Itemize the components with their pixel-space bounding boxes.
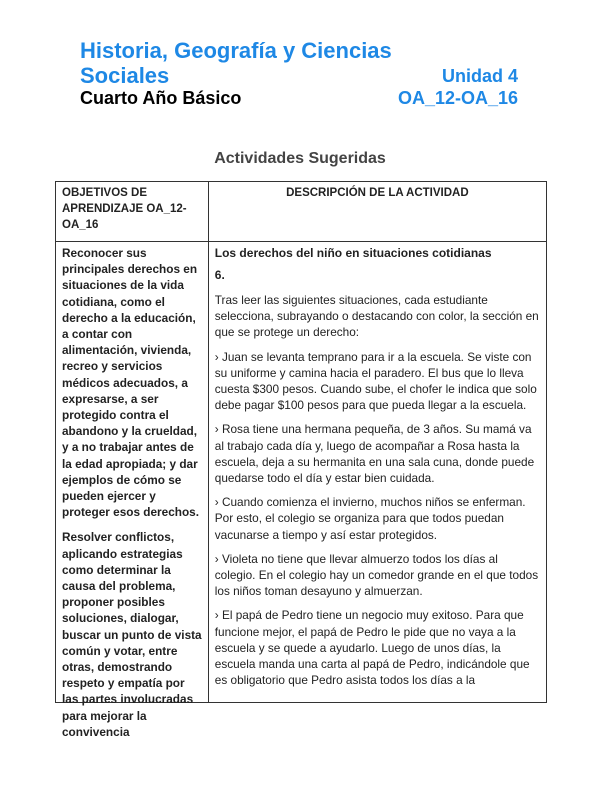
objectives-cell [56, 242, 209, 739]
subject-title-line-1: Historia, Geografía y Ciencias [80, 38, 392, 63]
section-title: Actividades Sugeridas [214, 150, 386, 167]
description-header-cell [208, 182, 546, 242]
description-cell [208, 242, 546, 703]
situation-paragraph: › Violeta no tiene que llevar almuerzo todos los días al colegio. En el colegio hay un comedor grande en el que todos los niños toman desayuno y almuerzan. [214, 551, 539, 599]
grade-label: Cuarto Año Básico [80, 88, 242, 108]
oa-range-label: OA_12-OA_16 [397, 88, 518, 108]
objectives-header-cell [56, 182, 209, 242]
table-header-row [56, 182, 547, 242]
activity-intro: Tras leer las siguientes situaciones, cada estudiante selecciona, subrayando o destacando con color, la sección en que se protege un derecho: [214, 293, 539, 340]
description-header: DESCRIPCIÓN DE LA ACTIVIDAD [286, 187, 469, 199]
subject-title-row-2 [80, 63, 520, 88]
activities-table [55, 181, 547, 739]
situation-paragraph: › Cuando comienza el invierno, muchos niños se enferman. Por esto, el colegio se organiza para que todos puedan vacunarse a tiempo y así estar protegidos. [214, 495, 526, 542]
situation-paragraph: › Rosa tiene una hermana pequeña, de 3 años. Su mamá va al trabajo cada día y, luego de acompañar a Rosa hasta la escuela, deja a su hermanita en una sala cuna, donde puede quedarse todo el día y estar bien cuidada. [214, 422, 535, 486]
objective-text: Resolver conflictos, aplicando estrategias como determinar la causa del problema, proponer posibles soluciones, dialogar, buscar un punto de vista común y votar, entre otras, demostrando respeto y empatía por las partes involucradas para mejorar la convivencia [62, 530, 202, 739]
activity-title: Los derechos del niño en situaciones cotidianas [214, 246, 492, 260]
objectives-content [62, 245, 202, 739]
unit-label: Unidad 4 [441, 66, 518, 86]
subject-title-line-2: Sociales [80, 63, 170, 88]
activity-number: 6. [214, 268, 225, 282]
objectives-header: OBJETIVOS DE APRENDIZAJE OA_12-OA_16 [62, 187, 187, 231]
table-body-row [56, 242, 547, 703]
description-content [215, 245, 540, 700]
page-header [80, 38, 520, 112]
objective-text: Reconocer sus principales derechos en situaciones de la vida cotidiana, como el derecho a la educación, a contar con alimentación, vivienda, recreo y servicios médicos adecuados, a expresarse, a ser protegido contra el abandono y la crueldad, y a no trabajar antes de la edad apropiada; y dar ejemplos de cómo se pueden ejercer y proteger esos derechos. [62, 246, 200, 520]
situation-paragraph: › Juan se levanta temprano para ir a la escuela. Se viste con su uniforme y camina hacia el paradero. El bus que lo lleva cuesta $300 pesos. Cuando sube, el chofer le indica que solo debe pagar $100 pesos para que pueda llegar a la escuela. [214, 349, 537, 413]
grade-row [80, 88, 520, 112]
situation-paragraph: › El papá de Pedro tiene un negocio muy exitoso. Para que funcione mejor, el papá de Pedro le pide que no vaya a la escuela y se quede a ayudarlo. Luego de unos días, la escuela manda una carta al papá de Pedro, indicándole que es obligatorio que Pedro asista todos los días a la [214, 608, 530, 688]
